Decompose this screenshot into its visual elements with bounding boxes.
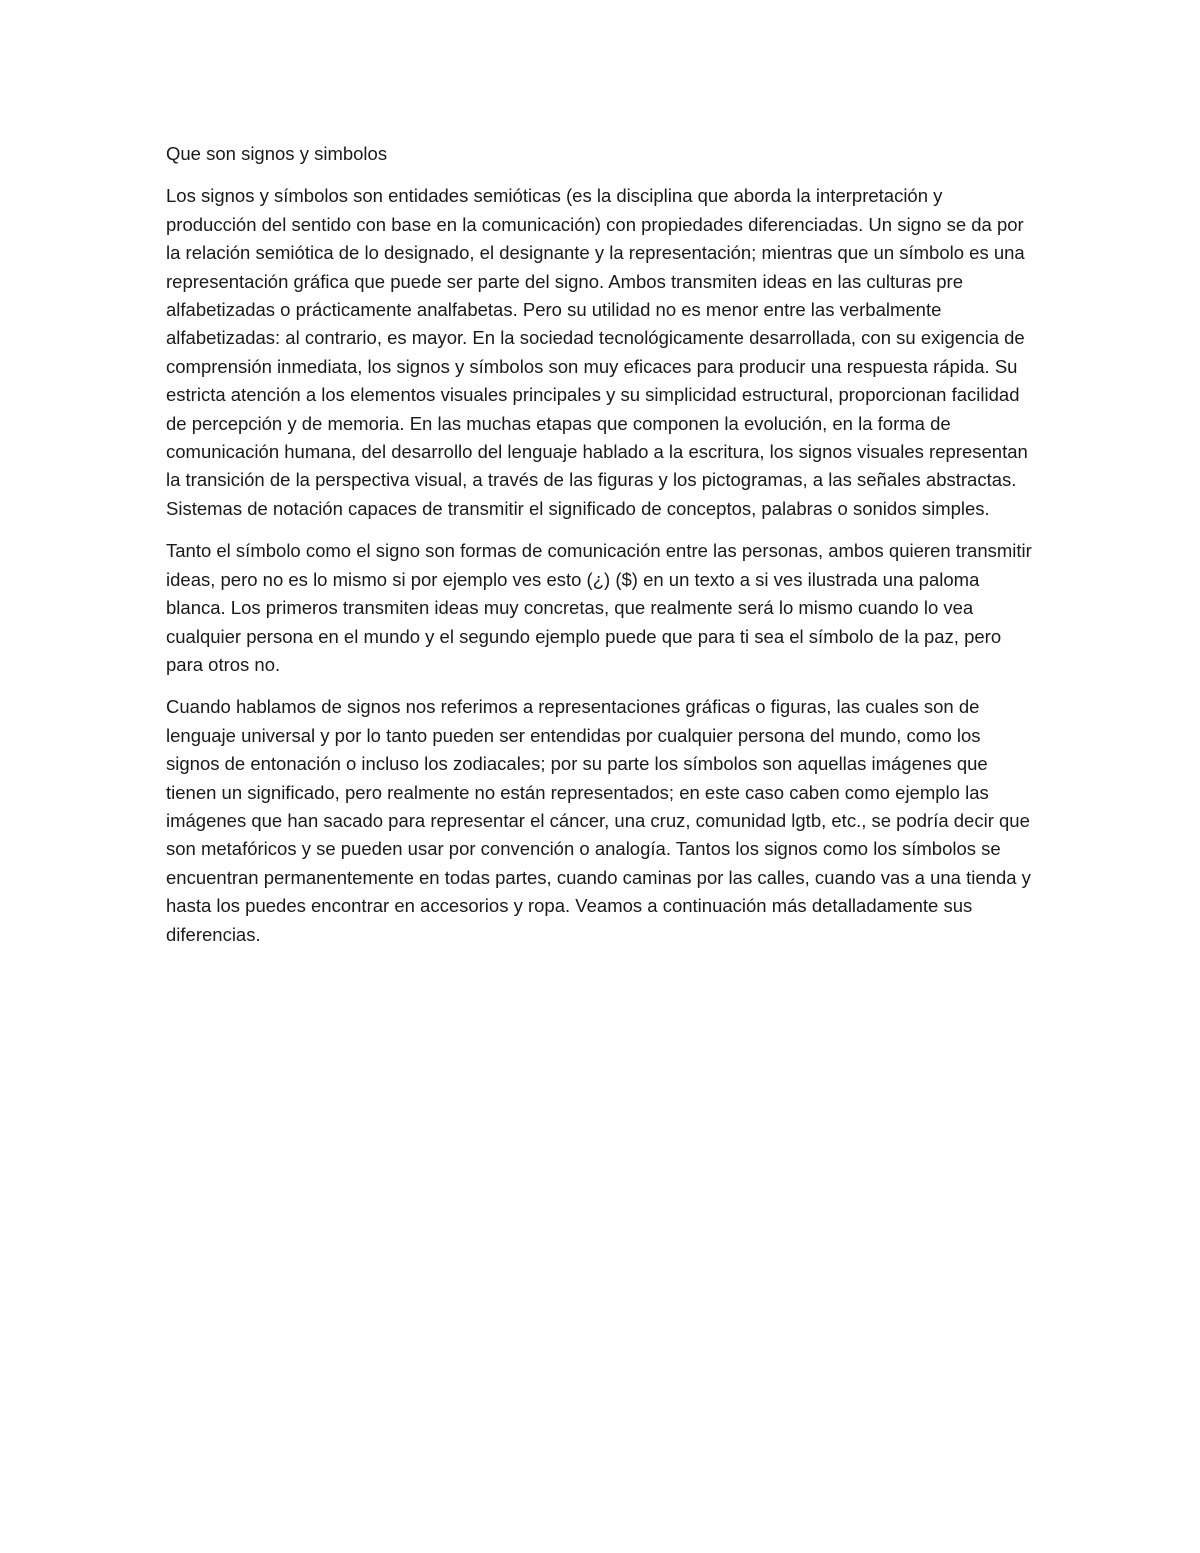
document-body <box>166 140 1036 963</box>
paragraph-3: Cuando hablamos de signos nos referimos a representaciones gráficas o figuras, las cuales son de lenguaje universal y por lo tanto pueden ser entendidas por cualquier persona del mundo, como los signos de entonación o incluso los zodiacales; por su parte los símbolos son aquellas imágenes que tienen un significado, pero realmente no están representados; en este caso caben como ejemplo las imágenes que han sacado para representar el cáncer, una cruz, comunidad lgtb, etc., se podría decir que son metafóricos y se pueden usar por convención o analogía. Tantos los signos como los símbolos se encuentran permanentemente en todas partes, cuando caminas por las calles, cuando vas a una tienda y hasta los puedes encontrar en accesorios y ropa. Veamos a continuación más detalladamente sus diferencias. <box>166 696 1031 945</box>
document-title: Que son signos y simbolos <box>166 143 388 164</box>
paragraph-1: Los signos y símbolos son entidades semióticas (es la disciplina que aborda la interpretación y producción del sentido con base en la comunicación) con propiedades diferenciadas. Un signo se da por la relación semiótica de lo designado, el designante y la representación; mientras que un símbolo es una representación gráfica que puede ser parte del signo. Ambos transmiten ideas en las culturas pre alfabetizadas o prácticamente analfabetas. Pero su utilidad no es menor entre las verbalmente alfabetizadas: al contrario, es mayor. En la sociedad tecnológicamente desarrollada, con su exigencia de comprensión inmediata, los signos y símbolos son muy eficaces para producir una respuesta rápida. Su estricta atención a los elementos visuales principales y su simplicidad estructural, proporcionan facilidad de percepción y de memoria. En las muchas etapas que componen la evolución, en la forma de comunicación humana, del desarrollo del lenguaje hablado a la escritura, los signos visuales representan la transición de la perspectiva visual, a través de las figuras y los pictogramas, a las señales abstractas. Sistemas de notación capaces de transmitir el significado de conceptos, palabras o sonidos simples. <box>166 185 1028 519</box>
paragraph-2: Tanto el símbolo como el signo son formas de comunicación entre las personas, ambos quieren transmitir ideas, pero no es lo mismo si por ejemplo ves esto (¿) ($) en un texto a si ves ilustrada una paloma blanca. Los primeros transmiten ideas muy concretas, que realmente será lo mismo cuando lo vea cualquier persona en el mundo y el segundo ejemplo puede que para ti sea el símbolo de la paz, pero para otros no. <box>166 540 1032 675</box>
